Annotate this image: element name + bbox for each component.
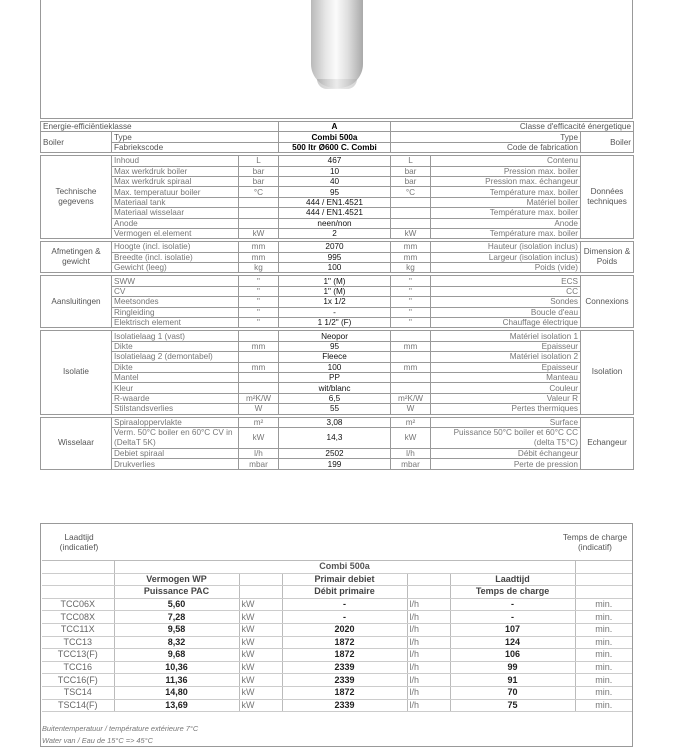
spec-value: 2502 — [279, 448, 391, 458]
spec-label-fr: Epaisseur — [431, 362, 581, 372]
spec-label-nl: Verm. 50°C boiler en 60°C CV in (DeltaT 5K) — [112, 427, 239, 448]
code-row — [41, 142, 634, 152]
group-label-nl: Isolatie — [41, 331, 112, 414]
spec-value: Fleece — [279, 352, 391, 362]
spec-label-nl: Materiaal tank — [112, 197, 239, 207]
spec-unit-fr: mm — [391, 362, 431, 372]
spec-value: 1x 1/2 — [279, 297, 391, 307]
spec-unit-fr: m² — [391, 417, 431, 427]
spec-row — [41, 286, 634, 296]
spec-row — [41, 208, 634, 218]
heat-pump-model: TSC14 — [42, 686, 114, 699]
spec-row — [41, 297, 634, 307]
time-unit: min. — [575, 636, 632, 649]
spec-row — [41, 341, 634, 351]
spec-label-fr: Manteau — [431, 372, 581, 382]
spec-unit-fr: °C — [391, 187, 431, 197]
spec-row — [41, 276, 634, 286]
spec-label-fr: Matériel isolation 2 — [431, 352, 581, 362]
spec-unit-fr: L — [391, 156, 431, 166]
time-value: 75 — [450, 699, 575, 712]
time-unit: min. — [575, 598, 632, 611]
group-label-fr: Isolation — [581, 331, 634, 414]
time-value: 106 — [450, 649, 575, 662]
spec-unit-fr: mm — [391, 242, 431, 252]
spec-label-nl: Mantel — [112, 372, 239, 382]
footnote-temperature: Buitentemperatuur / température extérieure 7°C — [42, 724, 199, 733]
time-unit: min. — [575, 674, 632, 687]
charge-row — [42, 661, 632, 674]
spec-label-nl: Spiraaloppervlakte — [112, 417, 239, 427]
code-value: 500 ltr Ø600 C. Combi — [279, 142, 391, 152]
power-unit: kW — [239, 649, 282, 662]
spec-unit-fr: " — [391, 297, 431, 307]
charge-model-title: Combi 500a — [114, 561, 575, 574]
spec-value: 2070 — [279, 242, 391, 252]
spec-unit-nl — [239, 197, 279, 207]
code-label-nl: Fabriekscode — [112, 142, 279, 152]
power-value: 8,32 — [114, 636, 239, 649]
col-time-nl: Laadtijd — [450, 573, 575, 586]
spec-unit-fr: l/h — [391, 448, 431, 458]
charge-row — [42, 598, 632, 611]
heat-pump-model: TCC08X — [42, 611, 114, 624]
spec-row — [41, 417, 634, 427]
spec-unit-fr: m²K/W — [391, 393, 431, 403]
spec-unit-fr — [391, 383, 431, 393]
heat-pump-model: TCC13 — [42, 636, 114, 649]
spec-label-nl: R-waarde — [112, 393, 239, 403]
power-unit: kW — [239, 686, 282, 699]
spec-unit-nl — [239, 383, 279, 393]
spec-unit-nl: l/h — [239, 448, 279, 458]
heat-pump-model: TSC14(F) — [42, 699, 114, 712]
power-value: 14,80 — [114, 686, 239, 699]
flow-unit: l/h — [407, 674, 450, 687]
spec-unit-fr — [391, 218, 431, 228]
spec-value: 14,3 — [279, 427, 391, 448]
spec-row — [41, 307, 634, 317]
flow-unit: l/h — [407, 686, 450, 699]
spec-label-fr: Matériel isolation 1 — [431, 331, 581, 341]
col-time-fr: Temps de charge — [450, 586, 575, 599]
charge-head-fr — [42, 586, 632, 599]
charge-row — [42, 649, 632, 662]
flow-value: 2339 — [282, 661, 407, 674]
boiler-label-nl: Boiler — [41, 132, 112, 153]
spec-value: PP — [279, 372, 391, 382]
spec-label-nl: Isolatielaag 2 (demontabel) — [112, 352, 239, 362]
spec-row — [41, 218, 634, 228]
spec-row — [41, 372, 634, 382]
spec-unit-nl: bar — [239, 166, 279, 176]
spec-label-nl: Materiaal wisselaar — [112, 208, 239, 218]
charge-table — [42, 560, 632, 712]
spec-label-nl: Stilstandsverlies — [112, 404, 239, 414]
flow-value: 1872 — [282, 636, 407, 649]
time-unit: min. — [575, 661, 632, 674]
spec-value: 3,08 — [279, 417, 391, 427]
spec-row — [41, 404, 634, 414]
time-unit: min. — [575, 699, 632, 712]
spec-unit-fr: kW — [391, 427, 431, 448]
flow-value: 2020 — [282, 623, 407, 636]
spec-unit-nl: " — [239, 318, 279, 328]
spec-row — [41, 448, 634, 458]
col-flow-fr: Débit primaire — [282, 586, 407, 599]
spec-label-nl: Debiet spiraal — [112, 448, 239, 458]
flow-value: 2339 — [282, 699, 407, 712]
power-value: 11,36 — [114, 674, 239, 687]
spec-label-fr: Pression max. boiler — [431, 166, 581, 176]
charge-label-fr: Temps de charge (indicatif) — [562, 532, 628, 552]
spec-unit-fr — [391, 372, 431, 382]
energy-value: A — [279, 122, 391, 132]
charge-head-nl — [42, 573, 632, 586]
spec-value: 100 — [279, 263, 391, 273]
spec-unit-nl: m² — [239, 417, 279, 427]
spec-label-fr: Sondes — [431, 297, 581, 307]
time-value: 70 — [450, 686, 575, 699]
spec-unit-nl: " — [239, 286, 279, 296]
spec-unit-nl: L — [239, 156, 279, 166]
type-row — [41, 132, 634, 142]
flow-value: 1872 — [282, 649, 407, 662]
spec-value: 95 — [279, 341, 391, 351]
charge-row — [42, 686, 632, 699]
spec-unit-fr — [391, 197, 431, 207]
energy-label-fr: Classe d'efficacité énergetique — [391, 122, 634, 132]
spec-unit-nl — [239, 372, 279, 382]
spec-label-fr: Epaisseur — [431, 341, 581, 351]
spec-value: 40 — [279, 176, 391, 186]
spec-label-nl: Drukverlies — [112, 459, 239, 469]
spec-unit-fr: bar — [391, 166, 431, 176]
spec-unit-nl: W — [239, 404, 279, 414]
spec-value: 444 / EN1.4521 — [279, 197, 391, 207]
spec-value: 1 1/2" (F) — [279, 318, 391, 328]
heat-pump-model: TCC16(F) — [42, 674, 114, 687]
heat-pump-model: TCC06X — [42, 598, 114, 611]
charge-row — [42, 636, 632, 649]
time-value: 107 — [450, 623, 575, 636]
spec-label-nl: Elektrisch element — [112, 318, 239, 328]
time-value: - — [450, 611, 575, 624]
spec-unit-nl: mbar — [239, 459, 279, 469]
spec-table — [40, 121, 634, 470]
spec-unit-fr — [391, 208, 431, 218]
spec-row — [41, 352, 634, 362]
spec-row — [41, 187, 634, 197]
spec-row — [41, 166, 634, 176]
spec-label-nl: Dikte — [112, 362, 239, 372]
spec-label-fr: Matériel boiler — [431, 197, 581, 207]
group-label-fr: Données techniques — [581, 156, 634, 239]
flow-unit: l/h — [407, 699, 450, 712]
spec-unit-nl: mm — [239, 362, 279, 372]
energy-row — [41, 122, 634, 132]
spec-value: 55 — [279, 404, 391, 414]
spec-row — [41, 197, 634, 207]
spec-unit-nl: mm — [239, 242, 279, 252]
power-unit: kW — [239, 636, 282, 649]
flow-unit: l/h — [407, 636, 450, 649]
spec-unit-nl — [239, 352, 279, 362]
type-value: Combi 500a — [279, 132, 391, 142]
spec-unit-nl — [239, 208, 279, 218]
spec-row — [41, 459, 634, 469]
spec-value: neen/non — [279, 218, 391, 228]
spec-label-fr: Température max. boiler — [431, 208, 581, 218]
spec-row — [41, 252, 634, 262]
spec-row — [41, 242, 634, 252]
spec-unit-fr: kW — [391, 228, 431, 238]
spec-label-nl: Inhoud — [112, 156, 239, 166]
col-power-nl: Vermogen WP — [114, 573, 239, 586]
power-unit: kW — [239, 674, 282, 687]
spec-row — [41, 228, 634, 238]
spec-label-nl: Isolatielaag 1 (vast) — [112, 331, 239, 341]
power-unit: kW — [239, 699, 282, 712]
type-label-fr: Type — [391, 132, 581, 142]
spec-row — [41, 318, 634, 328]
spec-label-fr: CC — [431, 286, 581, 296]
spec-label-fr: Boucle d'eau — [431, 307, 581, 317]
spec-unit-fr — [391, 352, 431, 362]
boiler-label-fr: Boiler — [581, 132, 634, 153]
flow-value: - — [282, 611, 407, 624]
charge-label-nl: Laadtijd (indicatief) — [59, 532, 99, 552]
spec-unit-nl: kW — [239, 228, 279, 238]
spec-unit-nl: kg — [239, 263, 279, 273]
power-value: 7,28 — [114, 611, 239, 624]
group-label-nl: Technische gegevens — [41, 156, 112, 239]
spec-row — [41, 362, 634, 372]
time-unit: min. — [575, 611, 632, 624]
spec-label-nl: CV — [112, 286, 239, 296]
spec-label-fr: Température max. boiler — [431, 187, 581, 197]
charge-row — [42, 623, 632, 636]
boiler-image — [311, 0, 363, 88]
spec-label-fr: Pertes thermiques — [431, 404, 581, 414]
time-unit: min. — [575, 623, 632, 636]
spec-label-nl: Vermogen el.element — [112, 228, 239, 238]
spec-label-nl: Kleur — [112, 383, 239, 393]
power-unit: kW — [239, 623, 282, 636]
spec-label-fr: Poids (vide) — [431, 263, 581, 273]
flow-unit: l/h — [407, 649, 450, 662]
spec-label-nl: SWW — [112, 276, 239, 286]
spec-label-fr: Chauffage électrique — [431, 318, 581, 328]
time-unit: min. — [575, 686, 632, 699]
spec-value: 444 / EN1.4521 — [279, 208, 391, 218]
time-unit: min. — [575, 649, 632, 662]
spec-value: - — [279, 307, 391, 317]
spec-row — [41, 393, 634, 403]
spec-unit-nl: " — [239, 276, 279, 286]
spec-value: 199 — [279, 459, 391, 469]
spec-unit-nl: m²K/W — [239, 393, 279, 403]
spec-label-fr: Largeur (isolation inclus) — [431, 252, 581, 262]
spec-value: 467 — [279, 156, 391, 166]
spec-label-nl: Anode — [112, 218, 239, 228]
charge-row — [42, 699, 632, 712]
flow-unit: l/h — [407, 661, 450, 674]
spec-label-nl: Ringleiding — [112, 307, 239, 317]
spec-value: 6,5 — [279, 393, 391, 403]
spec-value: 100 — [279, 362, 391, 372]
spec-unit-fr: " — [391, 307, 431, 317]
spec-unit-nl — [239, 218, 279, 228]
group-label-nl: Aansluitingen — [41, 276, 112, 328]
spec-unit-fr: W — [391, 404, 431, 414]
spec-row — [41, 156, 634, 166]
spec-value: 10 — [279, 166, 391, 176]
spec-row — [41, 331, 634, 341]
power-value: 9,58 — [114, 623, 239, 636]
type-label-nl: Type — [112, 132, 279, 142]
spec-label-nl: Max werkdruk boiler — [112, 166, 239, 176]
spec-unit-fr: " — [391, 276, 431, 286]
power-value: 9,68 — [114, 649, 239, 662]
spec-value: 2 — [279, 228, 391, 238]
spec-unit-nl: " — [239, 307, 279, 317]
spec-label-fr: Anode — [431, 218, 581, 228]
spec-unit-nl: mm — [239, 252, 279, 262]
spec-value: wit/blanc — [279, 383, 391, 393]
spec-unit-fr: mbar — [391, 459, 431, 469]
spec-unit-nl: °C — [239, 187, 279, 197]
spec-label-fr: Perte de pression — [431, 459, 581, 469]
spec-unit-nl — [239, 331, 279, 341]
spec-unit-nl: " — [239, 297, 279, 307]
group-label-nl: Afmetingen & gewicht — [41, 242, 112, 273]
spec-unit-fr: kg — [391, 263, 431, 273]
flow-value: - — [282, 598, 407, 611]
heat-pump-model: TCC16 — [42, 661, 114, 674]
spec-label-fr: Débit échangeur — [431, 448, 581, 458]
spec-label-fr: ECS — [431, 276, 581, 286]
spec-row — [41, 383, 634, 393]
spec-label-fr: Puissance 50°C boiler et 60°C CC (delta T5°C) — [431, 427, 581, 448]
power-unit: kW — [239, 611, 282, 624]
spec-label-fr: Valeur R — [431, 393, 581, 403]
spec-row — [41, 263, 634, 273]
power-value: 10,36 — [114, 661, 239, 674]
time-value: 124 — [450, 636, 575, 649]
spec-value: Neopor — [279, 331, 391, 341]
spec-unit-nl: mm — [239, 341, 279, 351]
power-unit: kW — [239, 661, 282, 674]
spec-row — [41, 427, 634, 448]
spec-label-nl: Breedte (incl. isolatie) — [112, 252, 239, 262]
heat-pump-model: TCC11X — [42, 623, 114, 636]
spec-value: 95 — [279, 187, 391, 197]
flow-value: 2339 — [282, 674, 407, 687]
spec-unit-fr — [391, 331, 431, 341]
charge-row — [42, 611, 632, 624]
spec-unit-fr: " — [391, 318, 431, 328]
spec-label-fr: Surface — [431, 417, 581, 427]
col-power-fr: Puissance PAC — [114, 586, 239, 599]
power-value: 5,60 — [114, 598, 239, 611]
spec-label-nl: Gewicht (leeg) — [112, 263, 239, 273]
spec-label-fr: Température max. boiler — [431, 228, 581, 238]
footnote-water: Water van / Eau de 15°C => 45°C — [42, 736, 153, 745]
code-label-fr: Code de fabrication — [391, 142, 581, 152]
col-flow-nl: Primair debiet — [282, 573, 407, 586]
spec-value: 995 — [279, 252, 391, 262]
spec-value: 1" (M) — [279, 276, 391, 286]
spec-unit-nl: kW — [239, 427, 279, 448]
flow-value: 1872 — [282, 686, 407, 699]
flow-unit: l/h — [407, 598, 450, 611]
group-label-fr: Dimension & Poids — [581, 242, 634, 273]
flow-unit: l/h — [407, 623, 450, 636]
spec-label-fr: Contenu — [431, 156, 581, 166]
group-label-fr: Echangeur — [581, 417, 634, 469]
spec-unit-fr: " — [391, 286, 431, 296]
energy-label-nl: Energie-efficiëntieklasse — [41, 122, 279, 132]
charge-model-row — [42, 561, 632, 574]
group-label-nl: Wisselaar — [41, 417, 112, 469]
spec-unit-fr: mm — [391, 341, 431, 351]
spec-label-nl: Max werkdruk spiraal — [112, 176, 239, 186]
spec-unit-fr: bar — [391, 176, 431, 186]
flow-unit: l/h — [407, 611, 450, 624]
spec-label-fr: Pression max. échangeur — [431, 176, 581, 186]
spec-label-nl: Max. temperatuur boiler — [112, 187, 239, 197]
heat-pump-model: TCC13(F) — [42, 649, 114, 662]
spec-row — [41, 176, 634, 186]
spec-label-fr: Couleur — [431, 383, 581, 393]
charge-row — [42, 674, 632, 687]
spec-label-fr: Hauteur (isolation inclus) — [431, 242, 581, 252]
spec-label-nl: Hoogte (incl. isolatie) — [112, 242, 239, 252]
product-photo-frame — [40, 0, 633, 119]
time-value: 91 — [450, 674, 575, 687]
spec-label-nl: Dikte — [112, 341, 239, 351]
time-value: - — [450, 598, 575, 611]
power-unit: kW — [239, 598, 282, 611]
spec-unit-fr: mm — [391, 252, 431, 262]
spec-value: 1" (M) — [279, 286, 391, 296]
time-value: 99 — [450, 661, 575, 674]
group-label-fr: Connexions — [581, 276, 634, 328]
power-value: 13,69 — [114, 699, 239, 712]
spec-label-nl: Meetsondes — [112, 297, 239, 307]
spec-unit-nl: bar — [239, 176, 279, 186]
